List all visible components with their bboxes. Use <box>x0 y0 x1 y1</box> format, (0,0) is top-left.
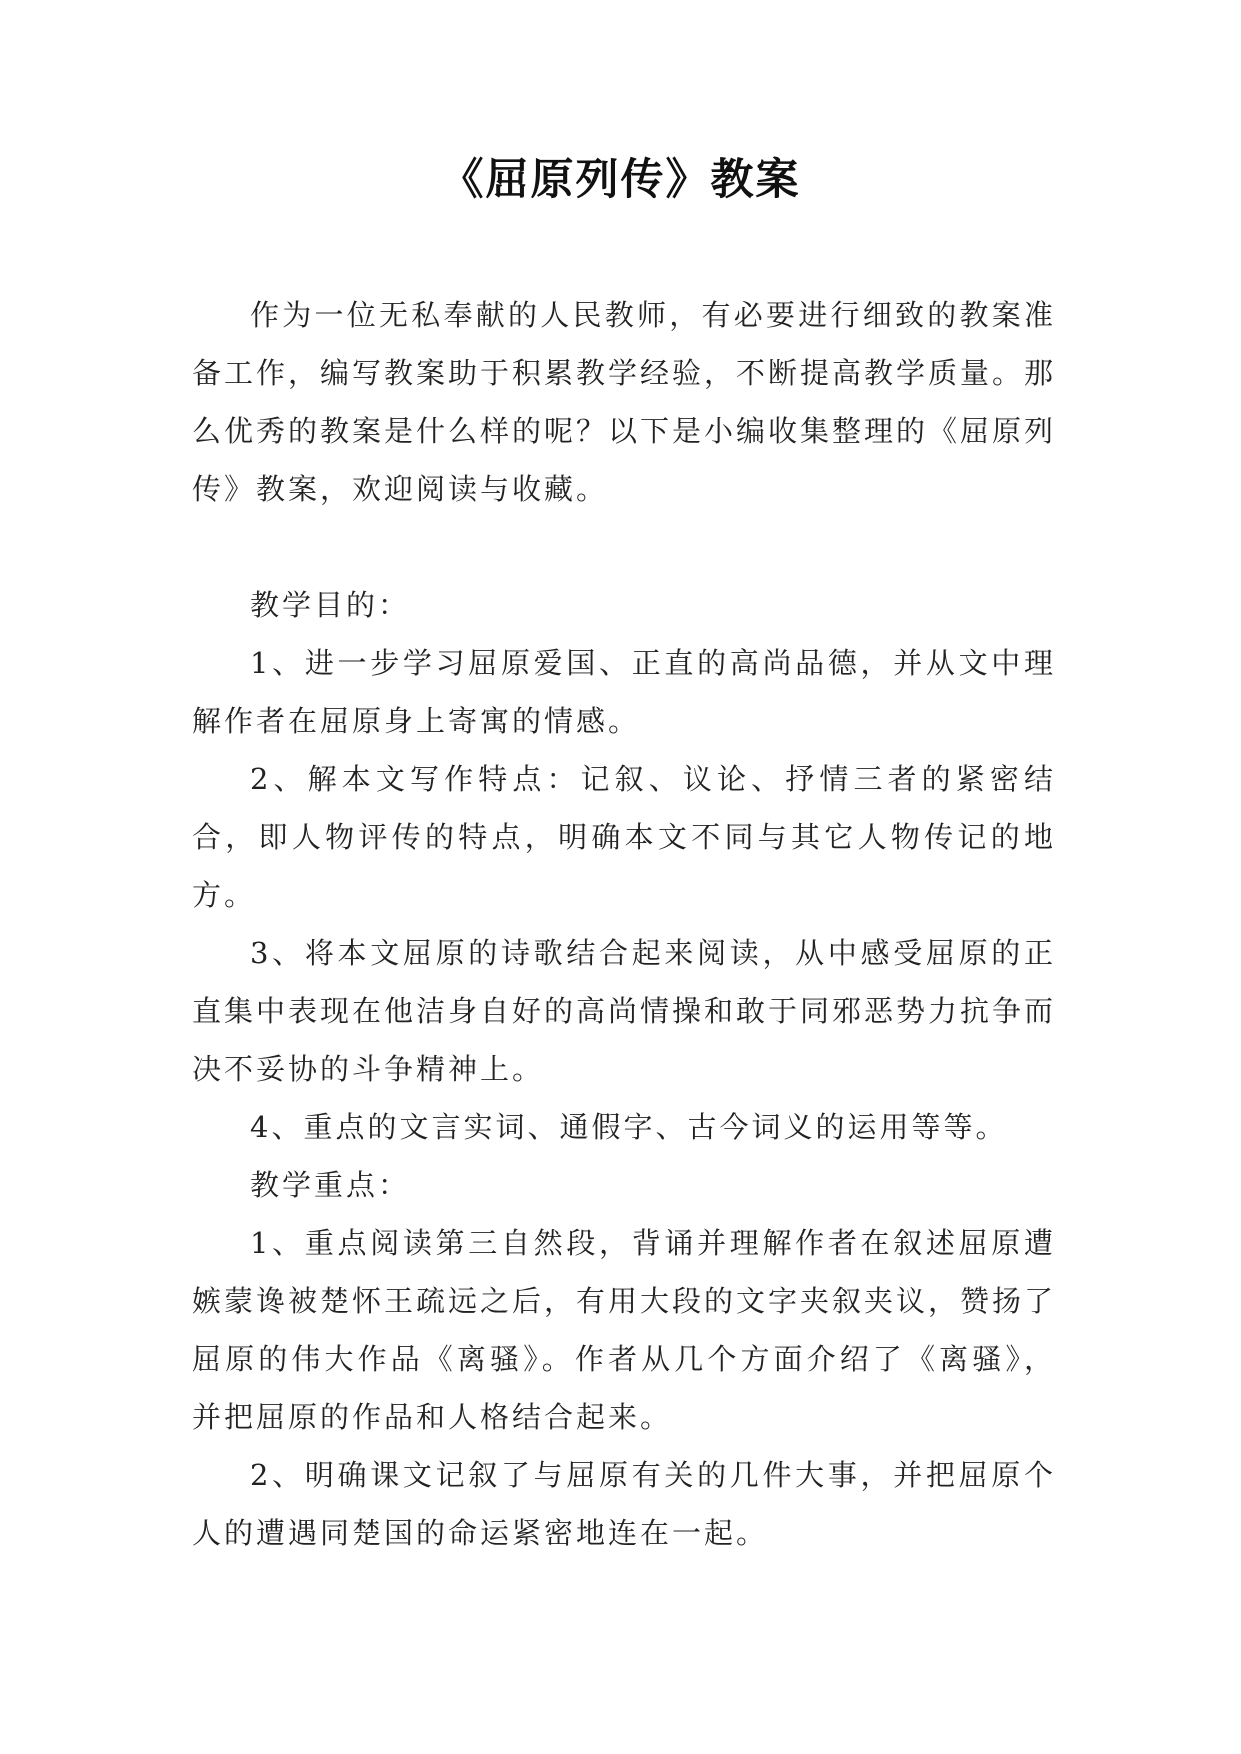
teaching-focus-item: 2、明确课文记叙了与屈原有关的几件大事，并把屈原个人的遭遇同楚国的命运紧密地连在一起。 <box>192 1458 1056 1550</box>
teaching-focus-item: 1、重点阅读第三自然段，背诵并理解作者在叙述屈原遭嫉蒙谗被楚怀王疏远之后，有用大段的文字夹叙夹议，赞扬了屈原的伟大作品《离骚》。作者从几个方面介绍了《离骚》，并把屈原的作品和人格结合起来。 <box>192 1226 1057 1434</box>
document-body <box>192 286 1056 1562</box>
teaching-goals-heading: 教学目的： <box>250 588 411 622</box>
document-title: 《屈原列传》教案 <box>440 155 801 205</box>
teaching-goal-item: 4、重点的文言实词、通假字、古今词义的运用等等。 <box>250 1110 1008 1144</box>
teaching-goal-item: 3、将本文屈原的诗歌结合起来阅读，从中感受屈原的正直集中表现在他洁身自好的高尚情操和敢于同邪恶势力抗争而决不妥协的斗争精神上。 <box>192 936 1057 1086</box>
teaching-goal-item: 1、进一步学习屈原爱国、正直的高尚品德，并从文中理解作者在屈原身上寄寓的情感。 <box>192 646 1056 738</box>
teaching-focus-heading: 教学重点： <box>250 1168 411 1202</box>
intro-paragraph: 作为一位无私奉献的人民教师，有必要进行细致的教案准备工作，编写教案助于积累教学经验，不断提高教学质量。那么优秀的教案是什么样的呢？以下是小编收集整理的《屈原列传》教案，欢迎阅读与收藏。 <box>192 298 1057 506</box>
teaching-goal-item: 2、解本文写作特点：记叙、议论、抒情三者的紧密结合，即人物评传的特点，明确本文不同与其它人物传记的地方。 <box>192 762 1056 912</box>
